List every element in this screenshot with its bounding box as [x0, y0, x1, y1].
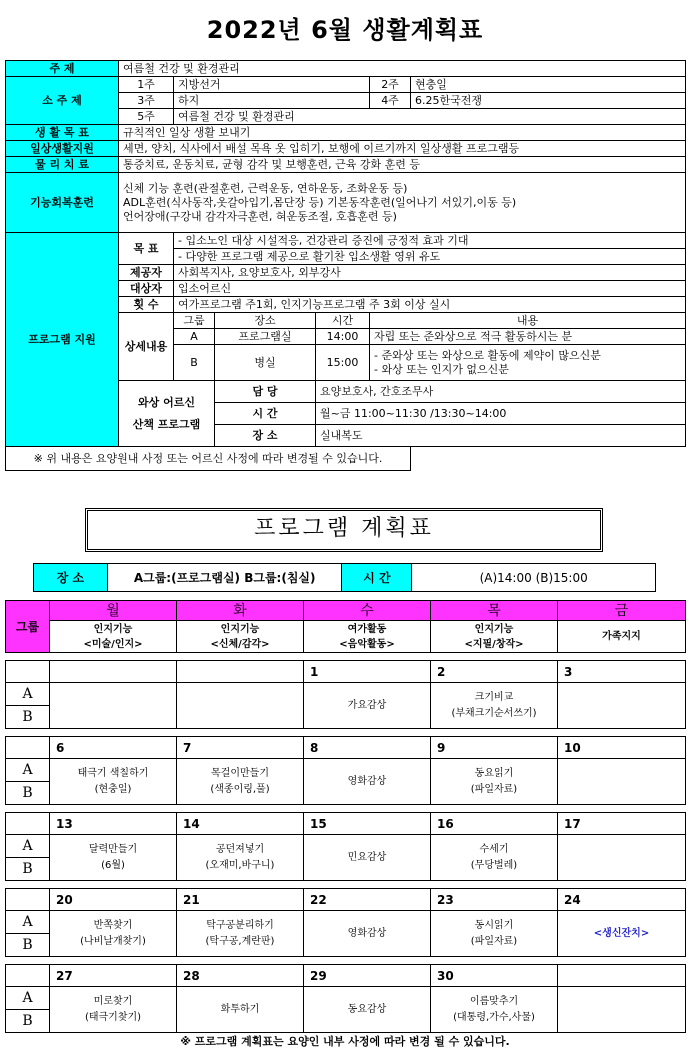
activity-text: 민요감상	[347, 851, 387, 863]
rehab-label: 기능회복훈련	[6, 173, 119, 233]
week-4-topic: 6.25한국전쟁	[411, 93, 686, 109]
day-category: 가족지지	[602, 631, 641, 642]
week-blank	[6, 889, 50, 911]
place-label: 장 소	[34, 564, 108, 592]
activity-text: 반쪽찾기	[93, 919, 133, 931]
detail-header-group: 그룹	[174, 313, 215, 329]
rehab-line: 언어장애(구강내 감각자극훈련, 혀운동조절, 호흡훈련 등)	[123, 209, 397, 223]
activity-text: 크기비교	[474, 691, 514, 703]
activity-cell	[431, 835, 558, 881]
group-b-label: B	[6, 858, 50, 881]
date-cell: 24	[558, 889, 686, 911]
activity-cell	[558, 835, 686, 881]
provider-value: 사회복지사, 요양보호사, 외부강사	[174, 265, 686, 281]
activity-cell	[558, 759, 686, 805]
detail-a-place: 프로그램실	[215, 329, 316, 345]
date-cell: 28	[177, 965, 304, 987]
date-cell	[50, 661, 177, 683]
activity-cell	[50, 759, 177, 805]
day-header-wed: 수	[304, 601, 431, 621]
activity-cell	[177, 683, 304, 729]
day-sub-fri	[558, 621, 686, 653]
footer-note: ※ 프로그램 계획표는 요양인 내부 사정에 따라 변경 될 수 있습니다.	[180, 1035, 510, 1048]
subtheme-label: 소 주 제	[6, 77, 119, 125]
date-cell: 9	[431, 737, 558, 759]
activity-text: 태극기 색칠하기	[77, 767, 149, 779]
time-label: 시 간	[342, 564, 412, 592]
day-category: 인지기능	[93, 623, 133, 635]
activity-detail: (6월)	[101, 859, 125, 871]
group-a-label: A	[6, 987, 50, 1010]
week-1-label: 1주	[119, 77, 174, 93]
activity-cell	[177, 835, 304, 881]
activity-detail: (오재미,바구니)	[205, 859, 275, 871]
activity-detail: (파일자료)	[470, 935, 518, 947]
group-b-label: B	[6, 1010, 50, 1033]
life-plan-table	[5, 60, 686, 471]
times-value: 여가프로그램 주1회, 인지기능프로그램 주 3회 이상 실시	[174, 297, 686, 313]
activity-text: 동시읽기	[474, 919, 514, 931]
activity-cell	[431, 987, 558, 1033]
target-value: 입소어르신	[174, 281, 686, 297]
detail-header-place: 장소	[215, 313, 316, 329]
detail-b-line: - 준와상 또는 와상으로 활동에 제약이 많으신분	[374, 348, 601, 362]
activity-cell	[304, 759, 431, 805]
date-cell: 23	[431, 889, 558, 911]
rehab-value	[119, 173, 686, 233]
program-calendar	[5, 600, 686, 1033]
day-sub-mon	[50, 621, 177, 653]
activity-cell	[177, 911, 304, 957]
activity-cell	[558, 987, 686, 1033]
date-cell: 6	[50, 737, 177, 759]
group-a-label: A	[6, 759, 50, 782]
activity-cell	[304, 835, 431, 881]
date-cell: 22	[304, 889, 431, 911]
detail-b-place: 병실	[215, 345, 316, 381]
group-b-label: B	[6, 706, 50, 729]
physio-value: 통증치료, 운동치료, 균형 감각 및 보행훈련, 근육 강화 훈련 등	[119, 157, 686, 173]
activity-text: 동요읽기	[474, 767, 514, 779]
birthday-party-cell: <생신잔치>	[558, 911, 686, 957]
detail-a-content: 자립 또는 준와상으로 적극 활동하시는 분	[370, 329, 686, 345]
activity-cell	[50, 911, 177, 957]
activity-cell	[177, 759, 304, 805]
date-cell: 21	[177, 889, 304, 911]
detail-b-content	[370, 345, 686, 381]
detail-b-line: - 와상 또는 인지가 없으신분	[374, 362, 509, 376]
prog-goal-label: 목 표	[119, 233, 174, 265]
activity-detail: (파일자료)	[470, 783, 518, 795]
week-blank	[6, 965, 50, 987]
walk-program-label	[119, 381, 215, 447]
week-5-label: 5주	[119, 109, 174, 125]
activity-text: 미로찾기	[93, 995, 133, 1007]
walk-label-line: 산책 프로그램	[132, 417, 201, 431]
rehab-line: ADL훈련(식사동작,옷갈아입기,몸단장 등) 기본동작훈련(일어나기 서있기,이동 등)	[123, 195, 517, 209]
walk-place-label: 장 소	[215, 425, 316, 447]
walk-label-line: 와상 어르신	[138, 395, 195, 409]
day-header-mon: 월	[50, 601, 177, 621]
date-cell	[177, 661, 304, 683]
place-value: A그룹:(프로그램실) B그룹:(침실)	[107, 564, 342, 592]
activity-text: 화투하기	[220, 1003, 260, 1015]
physio-label: 물 리 치 료	[6, 157, 119, 173]
day-header-tue: 화	[177, 601, 304, 621]
activity-cell	[431, 683, 558, 729]
detail-b-group: B	[174, 345, 215, 381]
week-blank	[6, 813, 50, 835]
week-2-topic: 현충일	[411, 77, 686, 93]
activity-cell	[431, 759, 558, 805]
day-sub-tue	[177, 621, 304, 653]
activity-text: 영화감상	[347, 927, 387, 939]
activity-cell	[304, 987, 431, 1033]
day-category: 인지기능	[220, 623, 260, 635]
activity-detail: (무당벌레)	[470, 859, 518, 871]
provider-label: 제공자	[119, 265, 174, 281]
activity-cell	[50, 683, 177, 729]
day-subcategory: <지필/창작>	[464, 638, 524, 650]
activity-detail: (나비날개찾기)	[80, 935, 146, 947]
group-a-label: A	[6, 835, 50, 858]
activity-cell	[50, 835, 177, 881]
goal-label: 생 활 목 표	[6, 125, 119, 141]
activity-text: 공던져넣기	[215, 843, 265, 855]
detail-header-content: 내용	[370, 313, 686, 329]
detail-header-time: 시간	[316, 313, 370, 329]
activity-cell	[431, 911, 558, 957]
activity-detail: (부채크기순서쓰기)	[451, 707, 537, 719]
activity-cell	[50, 987, 177, 1033]
group-b-label: B	[6, 934, 50, 957]
rehab-line: 신체 기능 훈련(관절훈련, 근력운동, 연하운동, 조화운동 등)	[123, 181, 408, 195]
group-a-label: A	[6, 911, 50, 934]
activity-cell	[304, 911, 431, 957]
activity-text: 동요감상	[347, 1003, 387, 1015]
date-cell: 8	[304, 737, 431, 759]
date-cell: 30	[431, 965, 558, 987]
activity-text: 목걸이만들기	[211, 767, 269, 779]
activity-detail: (대통령,가수,사물)	[453, 1011, 535, 1023]
date-cell: 27	[50, 965, 177, 987]
day-category: 여가활동	[347, 623, 387, 635]
goal-value: 규칙적인 일상 생활 보내기	[119, 125, 686, 141]
week-blank	[6, 661, 50, 683]
activity-cell	[177, 987, 304, 1033]
program-plan-title: 프로그램 계획표	[85, 508, 603, 552]
activity-cell	[558, 683, 686, 729]
prog-goal-line: - 다양한 프로그램 제공으로 활기찬 입소생활 영위 유도	[174, 249, 686, 265]
detail-a-time: 14:00	[316, 329, 370, 345]
detail-a-group: A	[174, 329, 215, 345]
time-value: (A)14:00 (B)15:00	[412, 564, 656, 592]
date-cell: 17	[558, 813, 686, 835]
activity-cell	[304, 683, 431, 729]
day-header-fri: 금	[558, 601, 686, 621]
week-blank	[6, 737, 50, 759]
walk-staff-label: 담 당	[215, 381, 316, 403]
activity-detail: (태극기찾기)	[84, 1011, 142, 1023]
date-cell: 1	[304, 661, 431, 683]
page-title: 2022년 6월 생활계획표	[206, 16, 484, 44]
week-3-label: 3주	[119, 93, 174, 109]
date-cell: 14	[177, 813, 304, 835]
group-b-label: B	[6, 782, 50, 805]
date-cell: 7	[177, 737, 304, 759]
activity-detail: (색종이링,풀)	[210, 783, 270, 795]
activity-text: 탁구공분리하기	[206, 919, 274, 931]
group-header: 그룹	[6, 601, 50, 653]
day-sub-thu	[431, 621, 558, 653]
plan-note: ※ 위 내용은 요양원내 사정 또는 어르신 사정에 따라 변경될 수 있습니다.	[6, 447, 411, 471]
date-cell: 20	[50, 889, 177, 911]
walk-time-value: 월~금 11:00~11:30 /13:30~14:00	[316, 403, 686, 425]
target-label: 대상자	[119, 281, 174, 297]
walk-time-label: 시 간	[215, 403, 316, 425]
theme-value: 여름철 건강 및 환경관리	[119, 61, 686, 77]
activity-detail: (현충일)	[94, 783, 132, 795]
walk-place-value: 실내복도	[316, 425, 686, 447]
group-a-label: A	[6, 683, 50, 706]
daily-value: 세면, 양치, 식사에서 배설 목욕 옷 입히기, 보행에 이르기까지 일상생활 프로그램등	[119, 141, 686, 157]
detail-label: 상세내용	[119, 313, 174, 381]
times-label: 횟 수	[119, 297, 174, 313]
activity-text: 달력만들기	[88, 843, 138, 855]
program-place-time	[33, 563, 656, 592]
day-header-thu: 목	[431, 601, 558, 621]
activity-text: 가요감상	[347, 699, 387, 711]
date-cell: 13	[50, 813, 177, 835]
activity-text: 영화감상	[347, 775, 387, 787]
daily-label: 일상생활지원	[6, 141, 119, 157]
detail-b-time: 15:00	[316, 345, 370, 381]
date-cell: 2	[431, 661, 558, 683]
day-sub-wed	[304, 621, 431, 653]
theme-label: 주 제	[6, 61, 119, 77]
activity-text: 수세기	[479, 843, 509, 855]
day-category: 인지기능	[474, 623, 514, 635]
activity-detail: (탁구공,계란판)	[205, 935, 275, 947]
week-3-topic: 하지	[174, 93, 370, 109]
date-cell: 15	[304, 813, 431, 835]
day-subcategory: <미술/인지>	[83, 638, 143, 650]
week-4-label: 4주	[370, 93, 411, 109]
week-5-topic: 여름철 건강 및 환경관리	[174, 109, 686, 125]
prog-goal-line: - 입소노인 대상 시설적응, 건강관리 증진에 긍정적 효과 기대	[174, 233, 686, 249]
date-cell: 10	[558, 737, 686, 759]
week-2-label: 2주	[370, 77, 411, 93]
week-1-topic: 지방선거	[174, 77, 370, 93]
day-subcategory: <신체/감각>	[210, 638, 270, 650]
program-label: 프로그램 지원	[6, 233, 119, 447]
day-subcategory: <음악활동>	[339, 638, 395, 650]
activity-text: 이름맞추기	[469, 995, 519, 1007]
walk-staff-value: 요양보호사, 간호조무사	[316, 381, 686, 403]
date-cell: 3	[558, 661, 686, 683]
date-cell: 16	[431, 813, 558, 835]
date-cell: 29	[304, 965, 431, 987]
date-cell	[558, 965, 686, 987]
